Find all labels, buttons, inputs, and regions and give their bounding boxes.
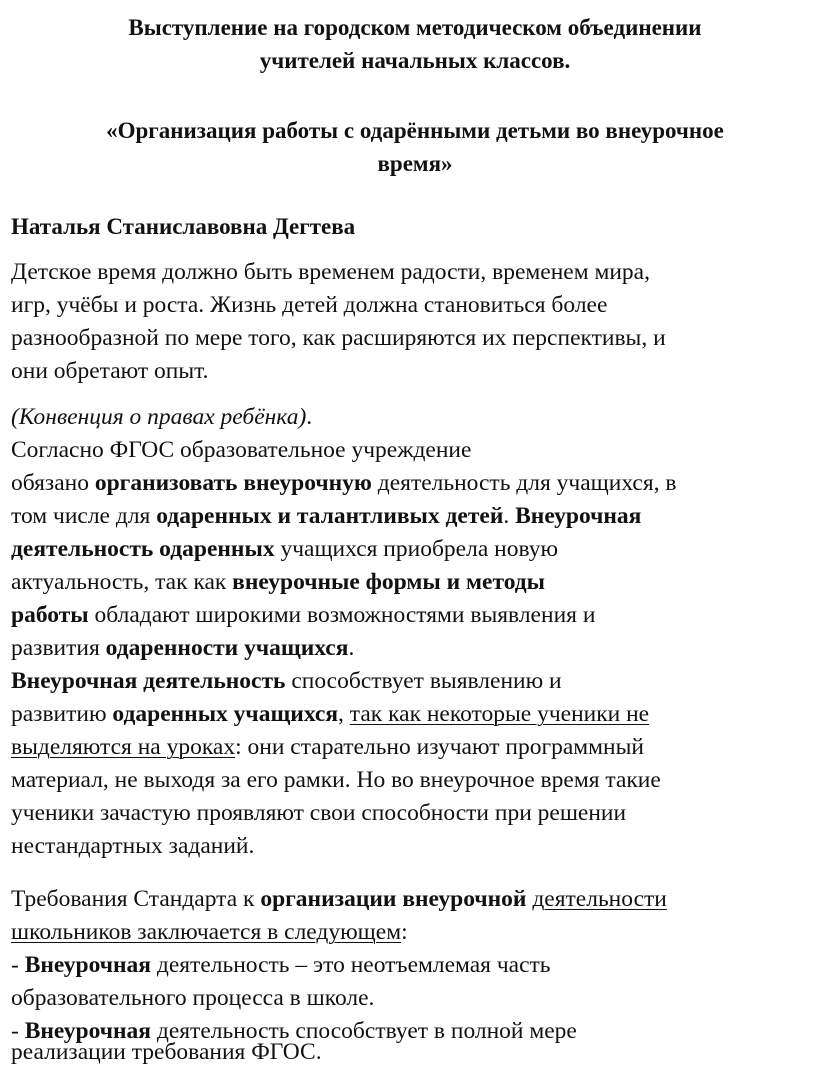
text-span: актуальность, так как (11, 569, 233, 595)
bold-text: работы (11, 602, 89, 628)
paragraph-line: нестандартных заданий. (11, 833, 255, 859)
underlined-text: так как некоторые ученики не (349, 701, 650, 727)
text-span: . (348, 635, 355, 661)
paragraph-line (11, 916, 408, 949)
text-span: способствует выявлению и (285, 668, 562, 694)
paragraph-line (11, 883, 667, 916)
paragraph-line: образовательного процесса в школе. (11, 985, 375, 1011)
bold-text: организации внеурочной (260, 886, 527, 912)
paragraph-line (11, 731, 644, 764)
list-item (11, 949, 551, 982)
paragraph-line (11, 665, 562, 698)
text-span: развития (11, 635, 106, 661)
text-span: том числе для (11, 503, 157, 529)
text-span: деятельность способствует в полной мере (150, 1018, 577, 1044)
paragraph-line (11, 698, 649, 731)
text-span: деятельность – это неотъемлемая часть (150, 952, 551, 978)
title-line-1: Выступление на городском методическом объединении (128, 15, 702, 40)
paragraph-line (11, 467, 677, 500)
paragraph-line: ученики зачастую проявляют свои способности при решении (11, 800, 627, 826)
document-title (0, 11, 816, 77)
text-span: , (338, 701, 350, 727)
text-span: : (401, 919, 408, 945)
epigraph-line: разнообразной по мере того, как расширяются их перспективы, и (11, 325, 666, 351)
paragraph-line (11, 500, 641, 533)
epigraph-source: (Конвенция о правах ребёнка) (11, 404, 307, 430)
punctuation: . (306, 404, 313, 430)
bold-text: организовать внеурочную (94, 470, 372, 496)
bold-text: внеурочные формы и методы (232, 569, 546, 595)
paragraph-line (11, 599, 595, 632)
text-span: обладают широкими возможностями выявления и (88, 602, 596, 628)
document-topic (0, 114, 816, 180)
underlined-text: выделяются на уроках (11, 734, 236, 760)
bold-text: Внеурочная (515, 503, 642, 529)
text-span: развитию (11, 701, 113, 727)
text-span: обязано (11, 470, 95, 496)
bold-text: одаренности учащихся (105, 635, 349, 661)
bold-text: одаренных и талантливых детей (156, 503, 504, 529)
topic-line-2: время» (377, 151, 453, 176)
bold-text: Внеурочная (24, 952, 151, 978)
epigraph-line: Детское время должно быть временем радости, временем мира, (11, 259, 650, 285)
epigraph-line: игр, учёбы и роста. Жизнь детей должна становиться более (11, 292, 608, 318)
epigraph-source-line (11, 401, 312, 434)
list-dash: - (11, 952, 25, 978)
underlined-text: школьников заключается в следующем (11, 919, 402, 945)
bold-text: Внеурочная деятельность (11, 668, 286, 694)
bold-text: одаренных учащихся (112, 701, 339, 727)
underlined-text: деятельности (532, 886, 667, 912)
bold-text: деятельность одаренных (11, 536, 275, 562)
author-name: Наталья Станиславовна Дегтева (11, 214, 356, 239)
paragraph-line: реализации требования ФГОС. (11, 1039, 322, 1065)
paragraph-line: материал, не выходя за его рамки. Но во внеурочное время такие (11, 767, 661, 793)
paragraph-line (11, 632, 354, 665)
list-dash: - (11, 1018, 25, 1044)
text-span: . (503, 503, 516, 529)
text-span: : они старательно изучают программный (235, 734, 644, 760)
text-span: деятельность для учащихся, в (371, 470, 677, 496)
text-span: Требования Стандарта к (11, 886, 261, 912)
bold-text: Внеурочная (24, 1018, 151, 1044)
topic-line-1: «Организация работы с одарёнными детьми во внеурочное (106, 118, 724, 143)
paragraph-line: Согласно ФГОС образовательное учреждение (11, 437, 472, 463)
epigraph-line: они обретают опыт. (11, 358, 209, 384)
paragraph-line (11, 566, 545, 599)
text-span: учащихся приобрела новую (274, 536, 559, 562)
paragraph-line (11, 533, 558, 566)
title-line-2: учителей начальных классов. (259, 48, 571, 73)
